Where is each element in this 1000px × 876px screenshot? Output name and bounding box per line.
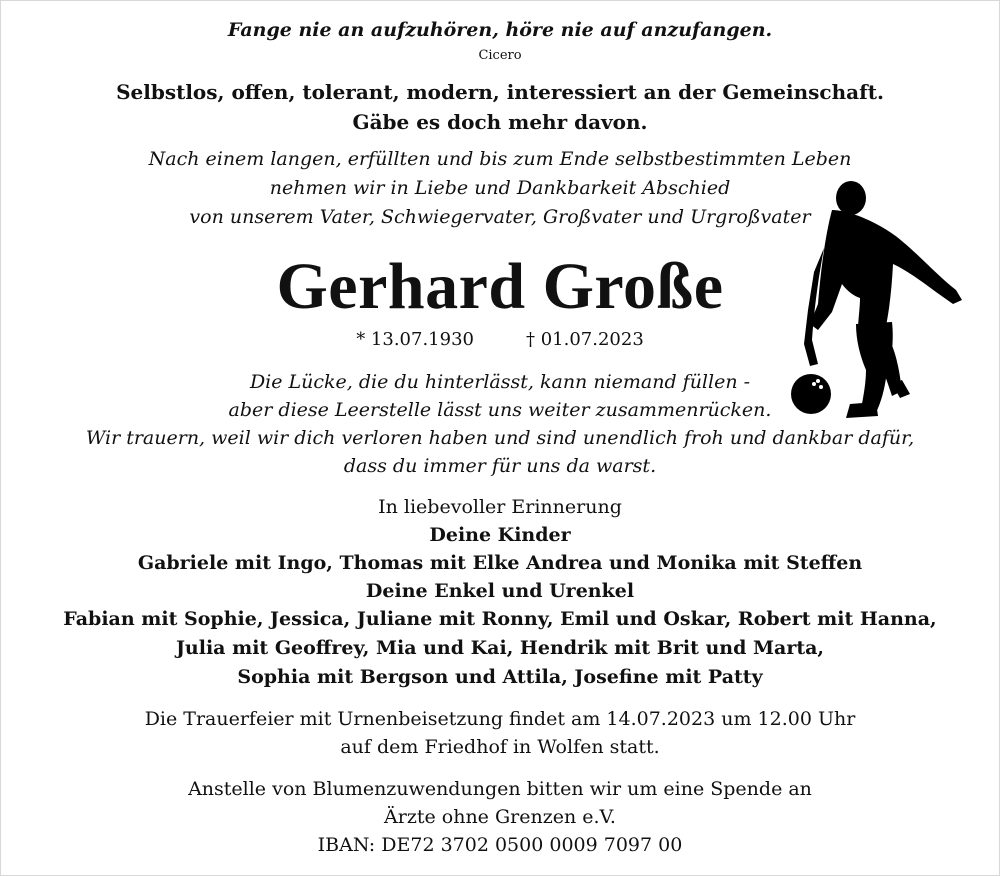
birth-date: * 13.07.1930 bbox=[356, 329, 474, 350]
donation-info: Anstelle von Blumenzuwendungen bitten wir um eine Spende an bbox=[188, 778, 812, 800]
intro-line: Nach einem langen, erfüllten und bis zum Ende selbstbestimmten Leben bbox=[148, 148, 852, 170]
grandchildren-names: Fabian mit Sophie, Jessica, Juliane mit Ronny, Emil und Oskar, Robert mit Hanna, bbox=[63, 608, 937, 630]
grandchildren-names: Sophia mit Bergson und Attila, Josefine mit Patty bbox=[237, 666, 763, 688]
intro-line: nehmen wir in Liebe und Dankbarkeit Abschied bbox=[269, 177, 731, 199]
grandchildren-heading: Deine Enkel und Urenkel bbox=[365, 580, 635, 602]
motto-author: Cicero bbox=[478, 48, 522, 63]
children-heading: Deine Kinder bbox=[429, 524, 571, 546]
children-names: Gabriele mit Ingo, Thomas mit Elke Andrea und Monika mit Steffen bbox=[137, 552, 863, 574]
funeral-info: auf dem Friedhof in Wolfen statt. bbox=[340, 736, 660, 758]
bowler-silhouette-icon bbox=[788, 180, 966, 422]
motto-quote: Fange nie an aufzuhören, höre nie auf anzufangen. bbox=[227, 19, 773, 41]
verse-line: Wir trauern, weil wir dich verloren haben und sind unendlich froh und dankbar dafür, bbox=[85, 427, 915, 449]
donation-iban: IBAN: DE72 3702 0500 0009 7097 00 bbox=[317, 834, 683, 856]
mourners-intro: In liebevoller Erinnerung bbox=[378, 496, 622, 518]
intro-line: von unserem Vater, Schwiegervater, Großvater und Urgroßvater bbox=[189, 206, 811, 228]
funeral-info: Die Trauerfeier mit Urnenbeisetzung findet am 14.07.2023 um 12.00 Uhr bbox=[144, 708, 856, 730]
grandchildren-names: Julia mit Geoffrey, Mia und Kai, Hendrik mit Brit und Marta, bbox=[175, 637, 825, 659]
tribute-line: Selbstlos, offen, tolerant, modern, interessiert an der Gemeinschaft. bbox=[116, 80, 884, 104]
verse-line: Die Lücke, die du hinterlässt, kann niemand füllen - bbox=[249, 371, 751, 393]
verse-line: aber diese Leerstelle lässt uns weiter zusammenrücken. bbox=[228, 399, 772, 421]
deceased-name: Gerhard Große bbox=[276, 250, 724, 323]
death-date: † 01.07.2023 bbox=[526, 329, 644, 350]
tribute-line: Gäbe es doch mehr davon. bbox=[352, 110, 648, 134]
verse-line: dass du immer für uns da warst. bbox=[343, 455, 657, 477]
donation-organization: Ärzte ohne Grenzen e.V. bbox=[384, 806, 616, 828]
